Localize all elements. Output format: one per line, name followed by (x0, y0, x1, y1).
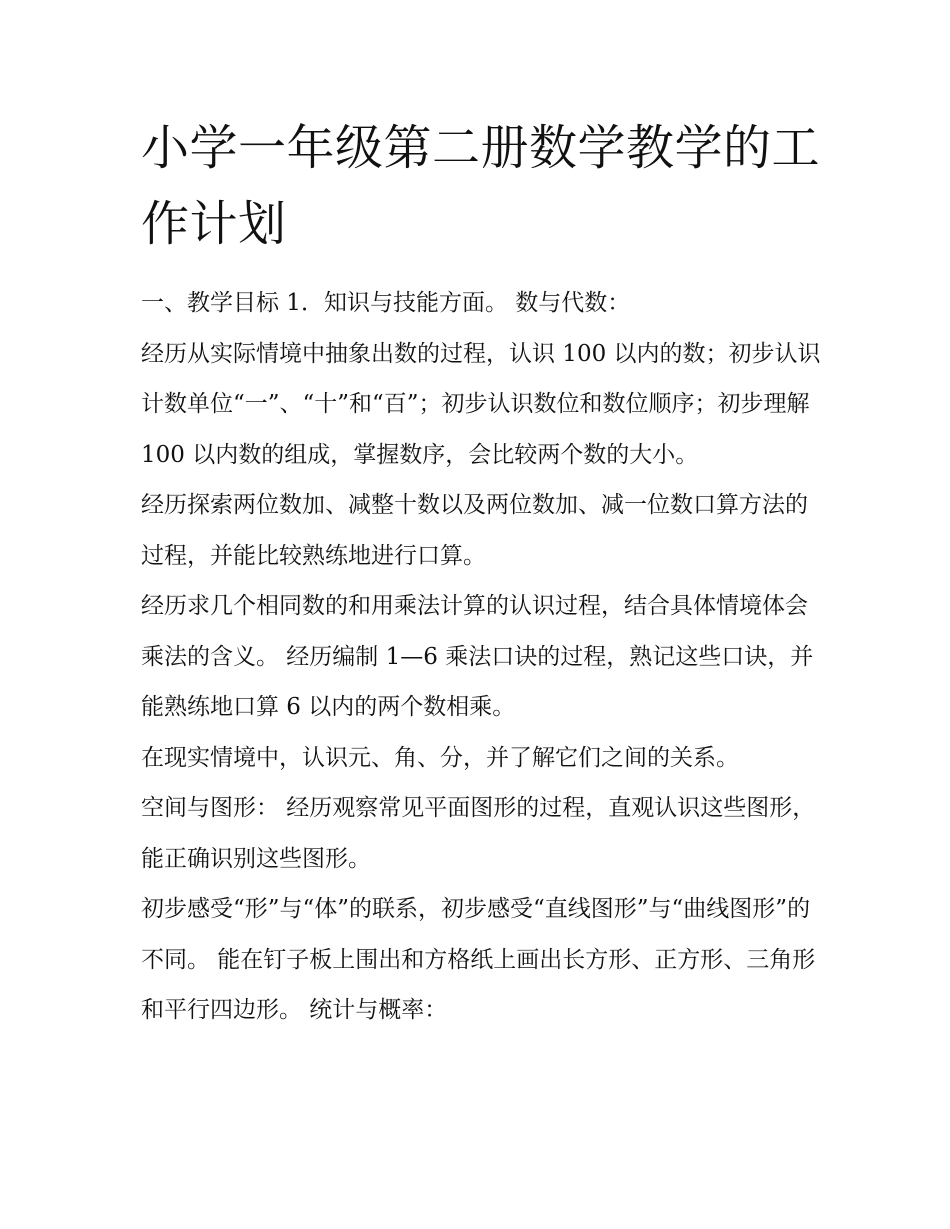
paragraph-space-and-shapes: 空间与图形： 经历观察常见平面图形的过程，直观认识这些图形，能正确识别这些图形。 (141, 795, 816, 872)
paragraph-objectives-heading: 一、教学目标 1．知识与技能方面。 数与代数： (141, 290, 631, 316)
paragraph-money-units: 在现实情境中，认识元、角、分，并了解它们之间的关系。 (141, 744, 739, 771)
paragraph-shape-relations: 初步感受“形”与“体”的联系，初步感受“直线图形”与“曲线图形”的不同。 能在钉子板上围出和方格纸上画出长方形、正方形、三角形和平行四边形。 统计与概率： (141, 896, 816, 1023)
paragraph-mental-arithmetic: 经历探索两位数加、减整十数以及两位数加、减一位数口算方法的过程，并能比较熟练地进行口算。 (141, 492, 808, 569)
document-title: 小学一年级第二册数学教学的工作计划 (141, 120, 821, 252)
paragraph-numbers-within-100: 经历从实际情境中抽象出数的过程，认识 100 以内的数；初步认识计数单位“一”、“十”和“百”；初步认识数位和数位顺序；初步理解 100 以内数的组成，掌握数序，会比较两个数的大小。 (141, 340, 821, 468)
document-body (141, 110, 821, 1036)
paragraph-multiplication: 经历求几个相同数的和用乘法计算的认识过程，结合具体情境体会乘法的含义。 经历编制 1—6 乘法口诀的过程，熟记这些口诀，并能熟练地口算 6 以内的两个数相乘。 (141, 593, 814, 720)
